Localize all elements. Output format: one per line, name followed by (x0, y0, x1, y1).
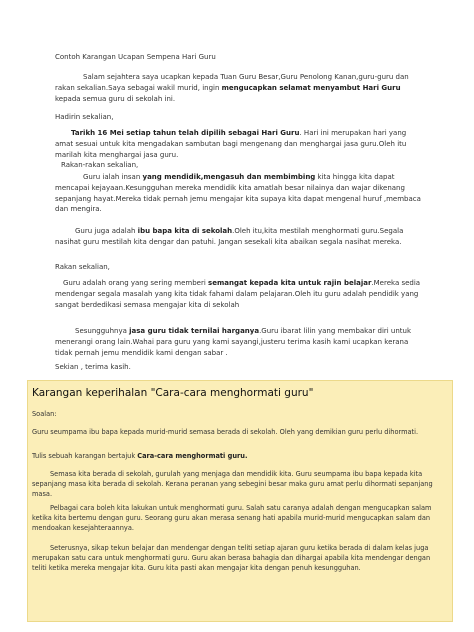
bold-run: semangat kepada kita untuk rajin belajar (208, 279, 372, 287)
document-title: Contoh Karangan Ucapan Sempena Hari Guru (55, 53, 216, 61)
text-run: Guru ialah insan (83, 173, 143, 181)
salutation-rakan: Rakan-rakan sekalian, (61, 161, 139, 169)
bold-run: mengucapkan selamat menyambut Hari Guru (221, 83, 401, 92)
text-run: Salam sejahtera saya ucapkan kepada Tuan Guru Besar,Guru Penolong Kanan,guru-guru dan rakan sekalian.Saya sebagai wakil murid, ingin (55, 73, 409, 92)
text-run: Guru adalah orang yang sering memberi (63, 279, 209, 287)
text-run: kepada semua guru di sekolah ini. (55, 94, 176, 103)
bold-run: yang mendidik,mengasuh dan membimbing (142, 173, 316, 181)
text-run: .Mereka sedia mendengar segala masalah yang kita tidak fahami dalam pelajaran.Oleh itu guru adalah pendidik yang sangat berdedikasi semasa mengajar kita di sekolah (55, 279, 421, 309)
paragraph-educator (55, 172, 425, 215)
essay-paragraph-3: Seterusnya, sikap tekun belajar dan mendengar dengan teliti setiap ajaran guru ketika berada di dalam kelas juga merupakan satu cara untuk menghormati guru. Guru akan berasa bahagia dan dihargai apabila kita mendengar dengan teliti ketika mereka mengajar kita. Guru kita pasti akan mengajar kita dengan penuh kesungguhan. (32, 544, 431, 572)
bold-run: Tarikh 16 Mei setiap tahun telah dipilih sebagai Hari Guru (71, 129, 300, 137)
salutation-rakan-2: Rakan sekalian, (55, 263, 110, 271)
bold-run: ibu bapa kita di sekolah (137, 227, 233, 235)
question-label: Soalan: (32, 410, 57, 418)
bold-run: jasa guru tidak ternilai harganya (129, 327, 260, 335)
text-run: . Hari ini merupakan hari yang amat sesuai untuk kita mengadakan sambutan bagi mengenang dan menghargai jasa guru.Oleh itu marilah kita menghargai jasa guru. (55, 129, 407, 159)
essay-box-title: Karangan keperihalan "Cara-cara menghormati guru" (32, 387, 314, 399)
text-run: Tulis sebuah karangan bertajuk (32, 452, 138, 460)
paragraph-parents (55, 226, 425, 248)
paragraph-greeting (55, 72, 425, 104)
text-run: Sesungguhnya (75, 327, 130, 335)
essay-box (27, 380, 453, 622)
closing-text: Sekian , terima kasih. (55, 363, 131, 371)
text-run: Guru juga adalah (75, 227, 138, 235)
salutation-hadirin: Hadirin sekalian, (55, 113, 114, 121)
text-run: kita hingga kita dapat mencapai kejayaan.Kesungguhan mereka mendidik kita amatlah besar nilainya dan wajar dikenang sepanjang hayat.Mereka tidak pernah jemu mengajar kita supaya kita dapat mengenal huruf ,membaca dan mengira. (55, 173, 421, 214)
paragraph-gratitude (55, 326, 425, 358)
text-run: .Oleh itu,kita mestilah menghormati guru.Segala nasihat guru mestilah kita dengar dan patuhi. Jangan sesekali kita abaikan segala nasihat mereka. (55, 227, 404, 246)
bold-run: Cara-cara menghormati guru. (137, 452, 248, 460)
essay-paragraph-2: Pelbagai cara boleh kita lakukan untuk menghormati guru. Salah satu caranya adalah dengan mengucapkan salam ketika kita bertemu dengan guru. Seorang guru akan merasa senang hati apabila murid-murid mengucapkan salam dan mendoakan kesejahteraannya. (32, 504, 432, 532)
paragraph-date (55, 128, 425, 160)
instruction-text (32, 451, 444, 461)
paragraph-motivation (55, 278, 425, 310)
essay-paragraph-1: Semasa kita berada di sekolah, gurulah yang menjaga dan mendidik kita. Guru seumpama ibu bapa kepada kita sepanjang masa kita berada di sekolah. Kerana peranan yang sebegini besar maka guru amat perlu dihormati sepanjang masa. (32, 470, 433, 498)
text-run: .Guru ibarat lilin yang membakar diri untuk menerangi orang lain.Wahai para guru yang kami sayangi,justeru terima kasih kami ucapkan kerana tidak pernah jemu mendidik kami dengan sabar . (55, 327, 412, 357)
question-text: Guru seumpama ibu bapa kepada murid-murid semasa berada di sekolah. Oleh yang demikian guru perlu dihormati. (32, 428, 419, 436)
